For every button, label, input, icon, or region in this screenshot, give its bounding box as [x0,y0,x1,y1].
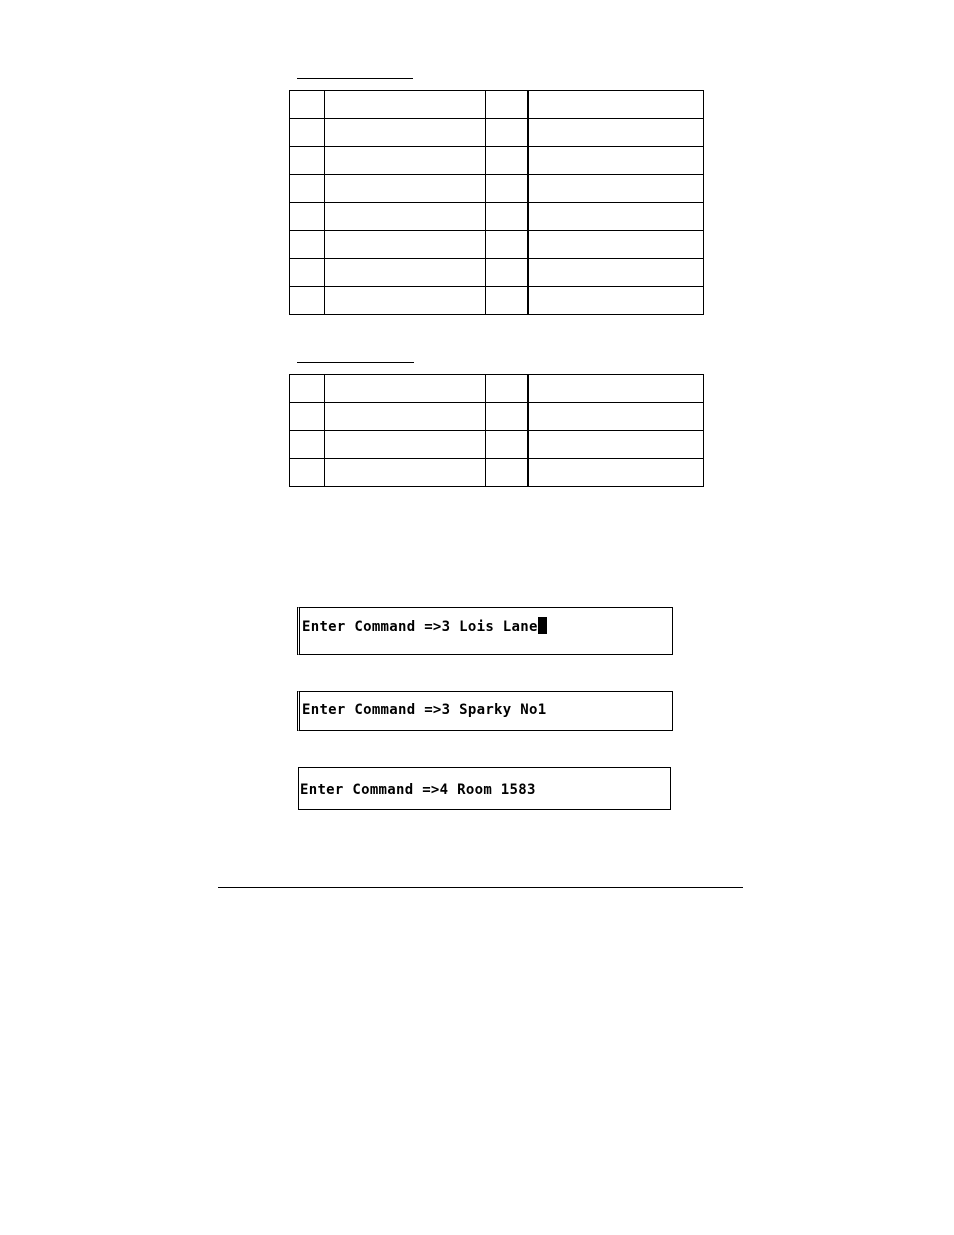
table-cell [528,231,703,259]
table-2-heading-underline [297,362,414,363]
table-cell [290,231,325,259]
table-cell [290,287,325,315]
command-line-3 [300,782,536,798]
command-entry: 3 Sparky No1 [441,702,547,718]
table-row [290,147,704,175]
footer-divider [218,887,743,888]
table-cell [486,119,528,147]
command-line-2 [302,702,546,718]
table-cell [290,259,325,287]
table-cell [290,431,325,459]
table-2-body [290,375,704,487]
command-entry: 3 Lois Lane [441,619,538,635]
table-cell [290,375,325,403]
table-1-heading-underline [297,78,413,79]
table-cell [528,287,703,315]
table-cell [528,91,703,119]
command-screen-1 [297,607,673,655]
table-row [290,119,704,147]
table-cell [528,375,703,403]
table-cell [290,403,325,431]
table-row [290,259,704,287]
table-cell [290,119,325,147]
command-screen-2 [297,691,673,731]
table-row [290,203,704,231]
table-cell [486,231,528,259]
table-cell [528,259,703,287]
table-cell [528,431,703,459]
table-cell [486,203,528,231]
table-row [290,403,704,431]
command-screen-3 [298,767,671,810]
command-prompt: Enter Command => [302,619,442,635]
table-cell [486,147,528,175]
table-cell [290,175,325,203]
table-cell [325,175,486,203]
table-cell [528,147,703,175]
table-row [290,231,704,259]
table-cell [325,287,486,315]
table-cell [325,203,486,231]
table-row [290,459,704,487]
table-cell [486,431,528,459]
table-cell [325,459,486,487]
table-cell [486,259,528,287]
text-cursor [538,617,547,634]
table-row [290,431,704,459]
table-cell [290,203,325,231]
table-cell [486,91,528,119]
table-row [290,375,704,403]
table-cell [528,119,703,147]
table-1-body [290,91,704,315]
table-cell [528,203,703,231]
command-line-1 [302,617,547,635]
table-cell [486,375,528,403]
table-1 [289,90,704,315]
command-prompt: Enter Command => [300,782,440,798]
table-cell [486,459,528,487]
table-cell [528,459,703,487]
table-cell [325,403,486,431]
table-row [290,91,704,119]
table-cell [290,147,325,175]
table-2 [289,374,704,487]
table-cell [486,175,528,203]
table-cell [486,287,528,315]
table-cell [325,91,486,119]
table-cell [325,375,486,403]
table-row [290,175,704,203]
command-entry: 4 Room 1583 [439,782,536,798]
table-cell [290,91,325,119]
table-cell [325,119,486,147]
table-cell [528,175,703,203]
table-row [290,287,704,315]
table-cell [325,431,486,459]
table-cell [325,231,486,259]
table-cell [325,147,486,175]
table-cell [325,259,486,287]
table-cell [486,403,528,431]
command-prompt: Enter Command => [302,702,442,718]
table-cell [290,459,325,487]
table-cell [528,403,703,431]
